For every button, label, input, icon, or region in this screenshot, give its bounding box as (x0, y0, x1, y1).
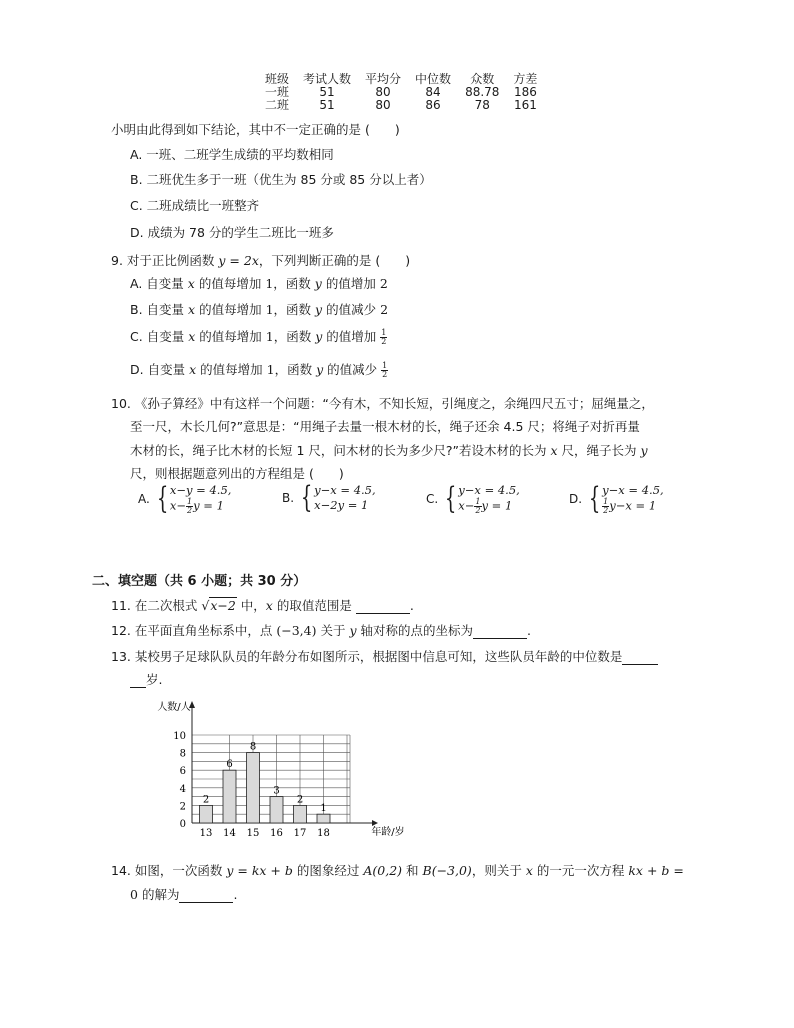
header-cell: 平均分 (365, 72, 402, 86)
x-axis-label: 年龄/岁 (371, 827, 405, 838)
value-one: 1 (265, 329, 274, 344)
brace: { (445, 481, 457, 516)
answer-blank[interactable] (356, 601, 410, 614)
fraction: $\frac{1}{2}$ (382, 361, 388, 379)
answer-blank[interactable] (622, 652, 658, 665)
option-letter: D. (569, 492, 583, 506)
option-text: 自变量 (146, 302, 185, 317)
x-tick-label: 15 (246, 828, 260, 839)
option-text: ，函数 (274, 362, 313, 377)
q14-text: 的解为 (141, 887, 180, 902)
option-text: 的值每增加 (199, 329, 262, 344)
answer-blank-cont[interactable] (130, 675, 146, 688)
var-x: x (265, 598, 273, 613)
q12-text: 轴对称的点的坐标为 (360, 623, 473, 638)
period: . (527, 623, 531, 638)
y-tick-label: 8 (179, 748, 186, 760)
header-cell: 众数 (470, 72, 495, 86)
q14-text: ，则关于 (471, 863, 522, 878)
bar (270, 797, 283, 823)
q10-option-b[interactable] (282, 480, 376, 515)
bar (294, 805, 307, 823)
var-y: y (314, 276, 322, 291)
stats-table (258, 73, 544, 112)
period: . (409, 598, 414, 613)
data-label: 2 (202, 794, 210, 806)
point-b: B(−3,0) (422, 863, 472, 878)
answer-blank[interactable] (473, 626, 527, 639)
table-cell: 一班 (265, 85, 290, 99)
q10-line2: 至一尺，木长几何?”意思是：“用绳子去量一根木材的长，绳子还余 4.5 尺；将绳子对折再量 (130, 419, 640, 434)
x-tick-label: 18 (317, 828, 330, 839)
option-text: 的值每增加 (200, 362, 263, 377)
table-cell: 84 (425, 85, 441, 99)
equation: x− $\frac{1}{2}$ y = 1 (458, 497, 513, 515)
q9-option-c[interactable] (130, 327, 387, 346)
q9-option-b[interactable] (130, 300, 388, 318)
q9-option-a[interactable] (130, 274, 388, 292)
option-amount: 2 (380, 302, 389, 317)
y-tick-label: 2 (179, 801, 186, 813)
q9-stem-text: 9. 对于正比例函数 (111, 253, 215, 268)
equation: kx + b = (628, 863, 684, 878)
data-label: 2 (296, 794, 304, 806)
q8-stem: 小明由此得到如下结论，其中不一定正确的是 ( ) (111, 122, 400, 137)
option-change: 增加 (351, 329, 377, 344)
option-text: 的值每增加 (199, 302, 262, 317)
var-x: x (188, 329, 196, 344)
var-y: y (349, 623, 357, 638)
option-text: 自变量 (146, 276, 184, 291)
q14-line1 (111, 861, 684, 879)
y-tick-label: 10 (173, 731, 186, 742)
q8-option-d[interactable]: D. 成绩为 78 分的学生二班比一班多 (130, 225, 334, 240)
value-one: 1 (266, 362, 275, 377)
x-tick-label: 13 (199, 828, 213, 839)
brace: { (300, 480, 313, 515)
q9-equation: y = 2x (218, 253, 259, 268)
option-text: 的值 (325, 276, 351, 291)
table-row (258, 99, 544, 112)
stats-header-row (258, 73, 544, 86)
q10-line3-text: 尺，绳子长为 (561, 443, 637, 458)
point: (−3,4) (276, 623, 317, 638)
table-cell: 78 (474, 98, 490, 112)
var-x: x (187, 276, 195, 291)
table-cell: 86 (425, 98, 441, 112)
option-letter: C. (130, 329, 143, 344)
age-bar-chart (140, 694, 440, 839)
equation: $\frac{1}{2}$ y−x = 1 (603, 497, 657, 515)
equation: y−x = 4.5, (314, 483, 376, 497)
option-letter: B. (282, 491, 295, 505)
option-letter: A. (130, 276, 143, 291)
table-cell: 51 (319, 98, 335, 112)
table-cell: 161 (513, 98, 537, 112)
q9-stem (111, 251, 410, 269)
table-cell: 80 (375, 98, 391, 112)
y-tick-label: 0 (179, 819, 186, 830)
section-title: 二、填空题（共 6 小题；共 30 分） (92, 574, 307, 589)
option-change: 增加 (350, 276, 376, 291)
x-tick-label: 16 (270, 828, 283, 839)
data-label: 6 (226, 759, 233, 771)
data-label: 8 (249, 741, 257, 753)
option-change: 减少 (351, 302, 377, 317)
data-label: 3 (273, 785, 280, 797)
equation: x−y = 4.5, (169, 483, 232, 497)
value-one: 1 (265, 302, 274, 317)
q10-line4: 尺，则根据题意列出的方程组是 ( ) (130, 466, 344, 481)
x-tick-label: 14 (223, 828, 236, 839)
var-y: y (640, 443, 648, 458)
header-cell: 班级 (265, 72, 290, 86)
option-text: 自变量 (146, 329, 185, 344)
y-tick-label: 4 (179, 783, 186, 795)
option-text: ，函数 (273, 302, 312, 317)
x-tick-label: 17 (293, 828, 307, 839)
option-text: ，函数 (273, 329, 312, 344)
table-cell: 88.78 (465, 85, 500, 99)
equation: x− $\frac{1}{2}$ y = 1 (169, 497, 224, 515)
q14-text: 和 (406, 863, 419, 878)
q13-text: 13. 某校男子足球队队员的年龄分布如图所示，根据图中信息可知，这些队员年龄的中位数是 (111, 649, 623, 664)
value-one: 1 (265, 276, 274, 291)
q8-option-c[interactable]: C. 二班成绩比一班整齐 (130, 198, 260, 213)
zero: 0 (130, 887, 138, 902)
q8-option-a[interactable]: A. 一班、二班学生成绩的平均数相同 (130, 147, 334, 162)
q13-line2 (130, 670, 162, 688)
answer-blank[interactable] (179, 890, 233, 903)
q10-option-c[interactable] (426, 483, 520, 515)
var-y: y (315, 302, 323, 317)
q10-line3 (130, 441, 648, 459)
table-cell: 二班 (265, 98, 290, 112)
brace: { (588, 481, 601, 516)
q10-line1: 10. 《孙子算经》中有这样一个问题：“今有木，不知长短，引绳度之，余绳四尺五寸；屈绳量之， (111, 396, 654, 411)
equation: x−2y = 1 (314, 498, 369, 512)
q11-text: 的取值范围是 (276, 598, 352, 613)
bar (247, 753, 260, 823)
option-text: 的值 (327, 362, 353, 377)
option-letter: D. (130, 362, 144, 377)
option-text: 自变量 (147, 362, 186, 377)
q12-text: 关于 (320, 623, 346, 638)
q12 (111, 621, 531, 639)
var-x: x (189, 362, 197, 377)
option-text: 的值 (326, 302, 352, 317)
q9-stem-text-end: ，下列判断正确的是 ( ) (258, 253, 411, 268)
table-cell: 51 (319, 85, 335, 99)
sqrt-symbol: √x−2 (201, 598, 236, 613)
option-letter: C. (426, 492, 439, 506)
bar (317, 814, 330, 823)
q8-option-b[interactable]: B. 二班优生多于一班（优生为 85 分或 85 分以上者） (130, 172, 432, 187)
q14-text: 的一元一次方程 (536, 863, 625, 878)
y-axis-label: 人数/人 (157, 702, 191, 713)
q11-text: 中， (240, 598, 266, 613)
q14-text: 的图象经过 (296, 863, 360, 878)
equation: y−x = 4.5, (602, 483, 664, 497)
var-y: y (315, 329, 323, 344)
fraction: $\frac{1}{2}$ (381, 328, 387, 346)
var-x: x (550, 443, 558, 458)
var-x: x (525, 863, 533, 878)
bar (200, 805, 213, 823)
x-axis-arrow (372, 820, 378, 826)
q11-text: 11. 在二次根式 (111, 598, 198, 613)
var-x: x (188, 302, 196, 317)
equation: y = kx + b (226, 863, 293, 878)
header-cell: 方差 (513, 72, 538, 86)
q13-text: 岁. (146, 672, 163, 687)
q14-line2 (130, 885, 237, 903)
table-cell: 80 (375, 85, 391, 99)
y-tick-label: 6 (179, 766, 186, 778)
q13-line1 (111, 647, 658, 665)
option-text: 的值每增加 (198, 276, 262, 291)
equation: y−x = 4.5, (458, 483, 520, 497)
q12-text: 12. 在平面直角坐标系中，点 (111, 623, 273, 638)
period: . (233, 887, 238, 902)
bar (223, 770, 236, 823)
table-row (258, 86, 544, 99)
point-a: A(0,2) (363, 863, 403, 878)
option-change: 减少 (352, 362, 378, 377)
header-cell: 考试人数 (303, 72, 352, 86)
option-text: 的值 (326, 329, 352, 344)
q11 (111, 596, 414, 614)
option-letter: A. (138, 492, 150, 506)
brace: { (156, 481, 169, 516)
var-y: y (316, 362, 324, 377)
q9-option-d[interactable] (130, 360, 388, 379)
header-cell: 中位数 (415, 72, 452, 86)
q10-option-a[interactable] (138, 483, 231, 515)
q14-text: 14. 如图，一次函数 (111, 863, 223, 878)
option-letter: B. (130, 302, 143, 317)
q10-line3-text: 木材的长，绳子比木材的长短 1 尺，问木材的长为多少尺?”若设木材的长为 (130, 443, 547, 458)
q10-option-d[interactable] (569, 483, 664, 515)
option-amount: 2 (379, 276, 388, 291)
option-text: ，函数 (273, 276, 311, 291)
radicand: x−2 (210, 598, 236, 613)
table-cell: 186 (513, 85, 537, 99)
data-label: 1 (320, 803, 327, 815)
